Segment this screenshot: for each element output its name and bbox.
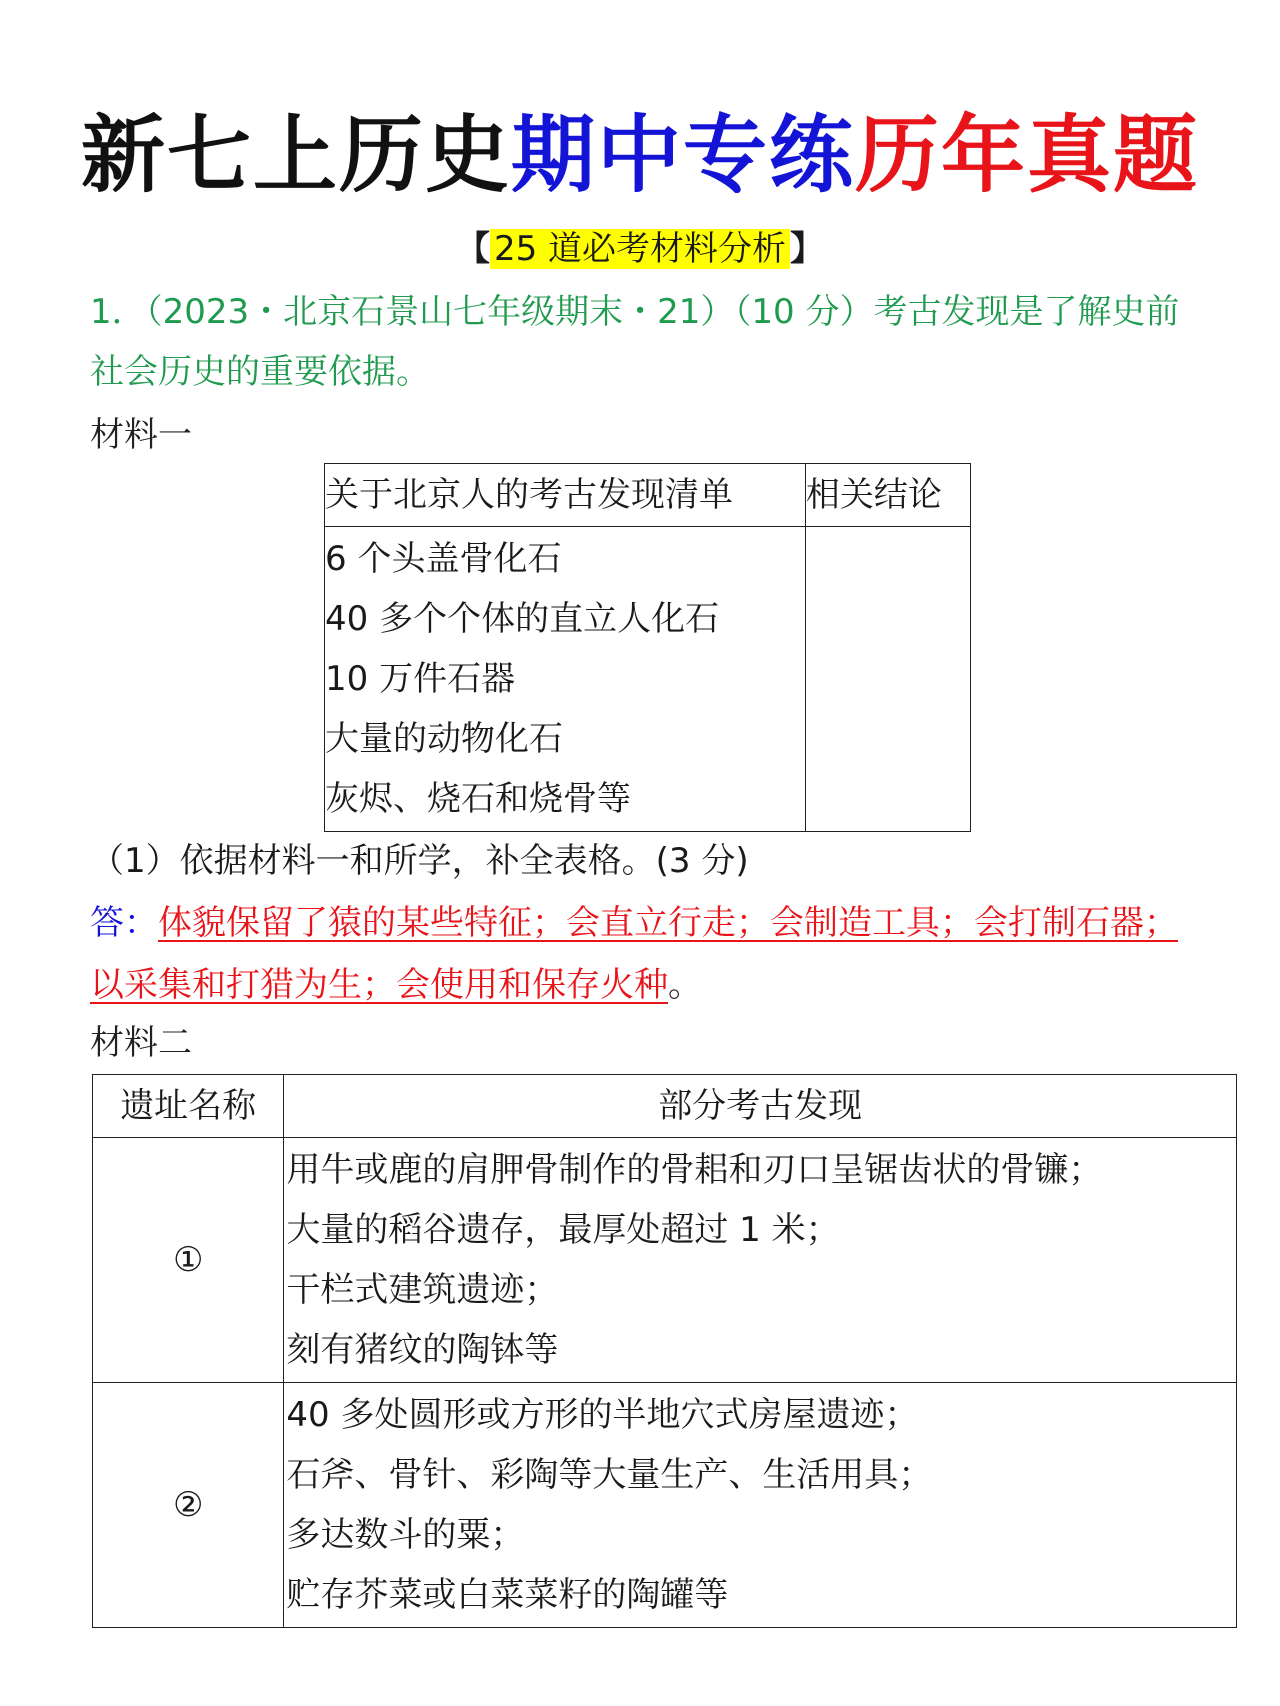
table-row <box>93 1383 1237 1628</box>
title-part-midterm: 期中专练 <box>510 106 855 204</box>
table-header-conclusion: 相关结论 <box>805 464 970 527</box>
list-item: 贮存芥菜或白菜菜籽的陶罐等 <box>286 1575 729 1615</box>
title-part-history: 新七上历史 <box>80 106 511 204</box>
site-cell-2: ② <box>93 1383 284 1628</box>
list-item: 6 个头盖骨化石 <box>325 539 562 579</box>
finds-cell-2 <box>284 1383 1237 1628</box>
table-row <box>325 527 971 832</box>
table-header-site-name: 遗址名称 <box>93 1075 284 1138</box>
table-header-findings: 关于北京人的考古发现清单 <box>325 464 806 527</box>
list-item: 用牛或鹿的肩胛骨制作的骨耜和刃口呈锯齿状的骨镰； <box>286 1150 1103 1190</box>
list-item: 多达数斗的粟； <box>286 1515 525 1555</box>
title-part-past-exams: 历年真题 <box>855 106 1200 204</box>
finds-cell-1 <box>284 1138 1237 1383</box>
site-cell-1: ① <box>93 1138 284 1383</box>
table-header-row <box>93 1075 1237 1138</box>
list-item: 大量的稻谷遗存，最厚处超过 1 米； <box>286 1210 840 1250</box>
list-item: 10 万件石器 <box>325 659 516 699</box>
findings-list-cell <box>325 527 806 832</box>
list-item: 40 多个个体的直立人化石 <box>325 599 720 639</box>
answer-label: 答： <box>90 903 158 943</box>
material-1-table <box>324 463 971 832</box>
list-item: 石斧、骨针、彩陶等大量生产、生活用具； <box>286 1455 933 1495</box>
page-title <box>0 100 1280 210</box>
list-item: 干栏式建筑遗迹； <box>286 1270 559 1310</box>
answer-end-punctuation: 。 <box>668 965 702 1005</box>
list-item: 灰烬、烧石和烧骨等 <box>325 779 631 819</box>
answer-text: 体貌保留了猿的某些特征；会直立行走；会制造工具；会打制石器；以采集和打猎为生；会使用和保存火种 <box>90 903 1178 1005</box>
subtitle-open-bracket: 【 <box>455 229 490 269</box>
material-2-label: 材料二 <box>90 1023 192 1063</box>
list-item: 大量的动物化石 <box>325 719 563 759</box>
table-header-row <box>325 464 971 527</box>
table-row <box>93 1138 1237 1383</box>
subtitle <box>0 224 1280 274</box>
material-1-label: 材料一 <box>90 415 192 455</box>
list-item: 刻有猪纹的陶钵等 <box>286 1330 559 1370</box>
conclusion-empty-cell <box>805 527 970 832</box>
answer-1 <box>90 892 1210 1016</box>
subtitle-highlight: 25 道必考材料分析 <box>490 229 790 269</box>
list-item: 40 多处圆形或方形的半地穴式房屋遗迹； <box>286 1395 919 1435</box>
subtitle-close-bracket: 】 <box>790 229 825 269</box>
table-header-findings: 部分考古发现 <box>284 1075 1237 1138</box>
question-1-text: 1．（2023・北京石景山七年级期末・21）（10 分）考古发现是了解史前社会历史的重要依据。 <box>90 292 1180 392</box>
material-2-table <box>92 1074 1237 1628</box>
sub-question-1: （1）依据材料一和所学，补全表格。(3 分) <box>90 841 749 881</box>
